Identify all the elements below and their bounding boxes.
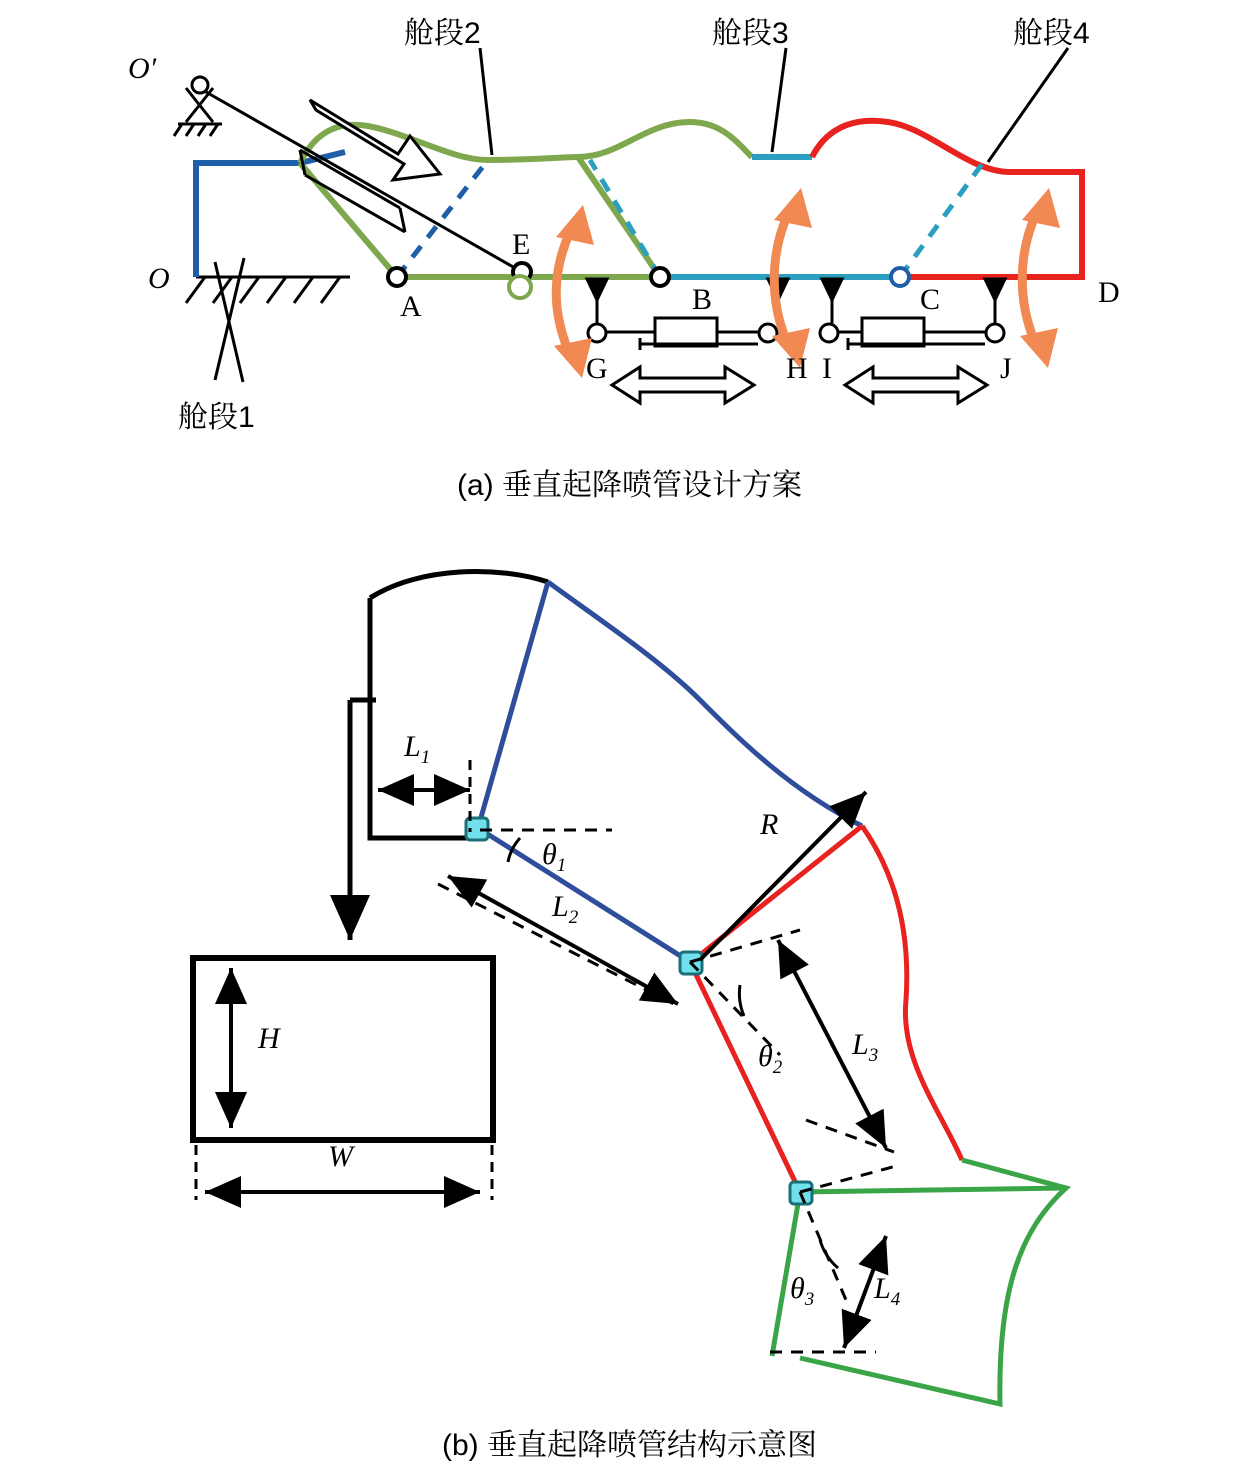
point-label-I: I — [822, 352, 832, 385]
dimension-L1 — [378, 760, 470, 832]
segment1-outline — [548, 582, 862, 826]
label-L4: $L_4$ — [874, 1272, 901, 1310]
segment2-link — [690, 962, 800, 1192]
caption-a: (a) 垂直起降喷管设计方案 — [457, 469, 802, 502]
point-label-J: J — [1000, 352, 1012, 385]
label-L2: $L_2$ — [552, 890, 579, 928]
segment2-outline — [862, 826, 962, 1160]
label-H: H — [258, 1022, 280, 1055]
point-label-G: G — [586, 352, 608, 385]
segment3-axis — [800, 1188, 1066, 1192]
dimension-R — [700, 792, 866, 960]
cabin4-label: 舱段4 — [1013, 17, 1090, 50]
exit-section-rect — [193, 958, 493, 1140]
point-label-E: E — [512, 228, 531, 261]
segment1-axis — [478, 582, 548, 828]
point-label-C: C — [920, 283, 941, 316]
point-label-B: B — [692, 283, 713, 316]
inlet-body-outline — [370, 571, 548, 838]
point-label-D: D — [1098, 276, 1120, 309]
point-label-H: H — [786, 352, 808, 385]
segment3-outline — [800, 1160, 1066, 1404]
label-L1: $L_1$ — [404, 730, 431, 768]
cabin2-label: 舱段2 — [404, 17, 481, 50]
label-R: R — [760, 808, 779, 841]
panel-b-joints — [466, 818, 812, 1204]
point-label-A: A — [400, 290, 422, 323]
caption-b: (b) 垂直起降喷管结构示意图 — [442, 1429, 817, 1462]
label-theta1: $\theta_1$ — [542, 838, 567, 876]
label-W: W — [328, 1140, 353, 1173]
label-L3: $L_3$ — [852, 1028, 879, 1066]
label-theta2: $\theta_2$ — [758, 1040, 783, 1078]
point-label-O: O — [148, 262, 170, 295]
point-label-O-prime: O′ — [128, 52, 157, 85]
segment1-link — [478, 828, 690, 962]
label-theta3: $\theta_3$ — [790, 1272, 815, 1310]
cabin1-label: 舱段1 — [178, 401, 255, 434]
cabin3-label: 舱段3 — [712, 17, 789, 50]
